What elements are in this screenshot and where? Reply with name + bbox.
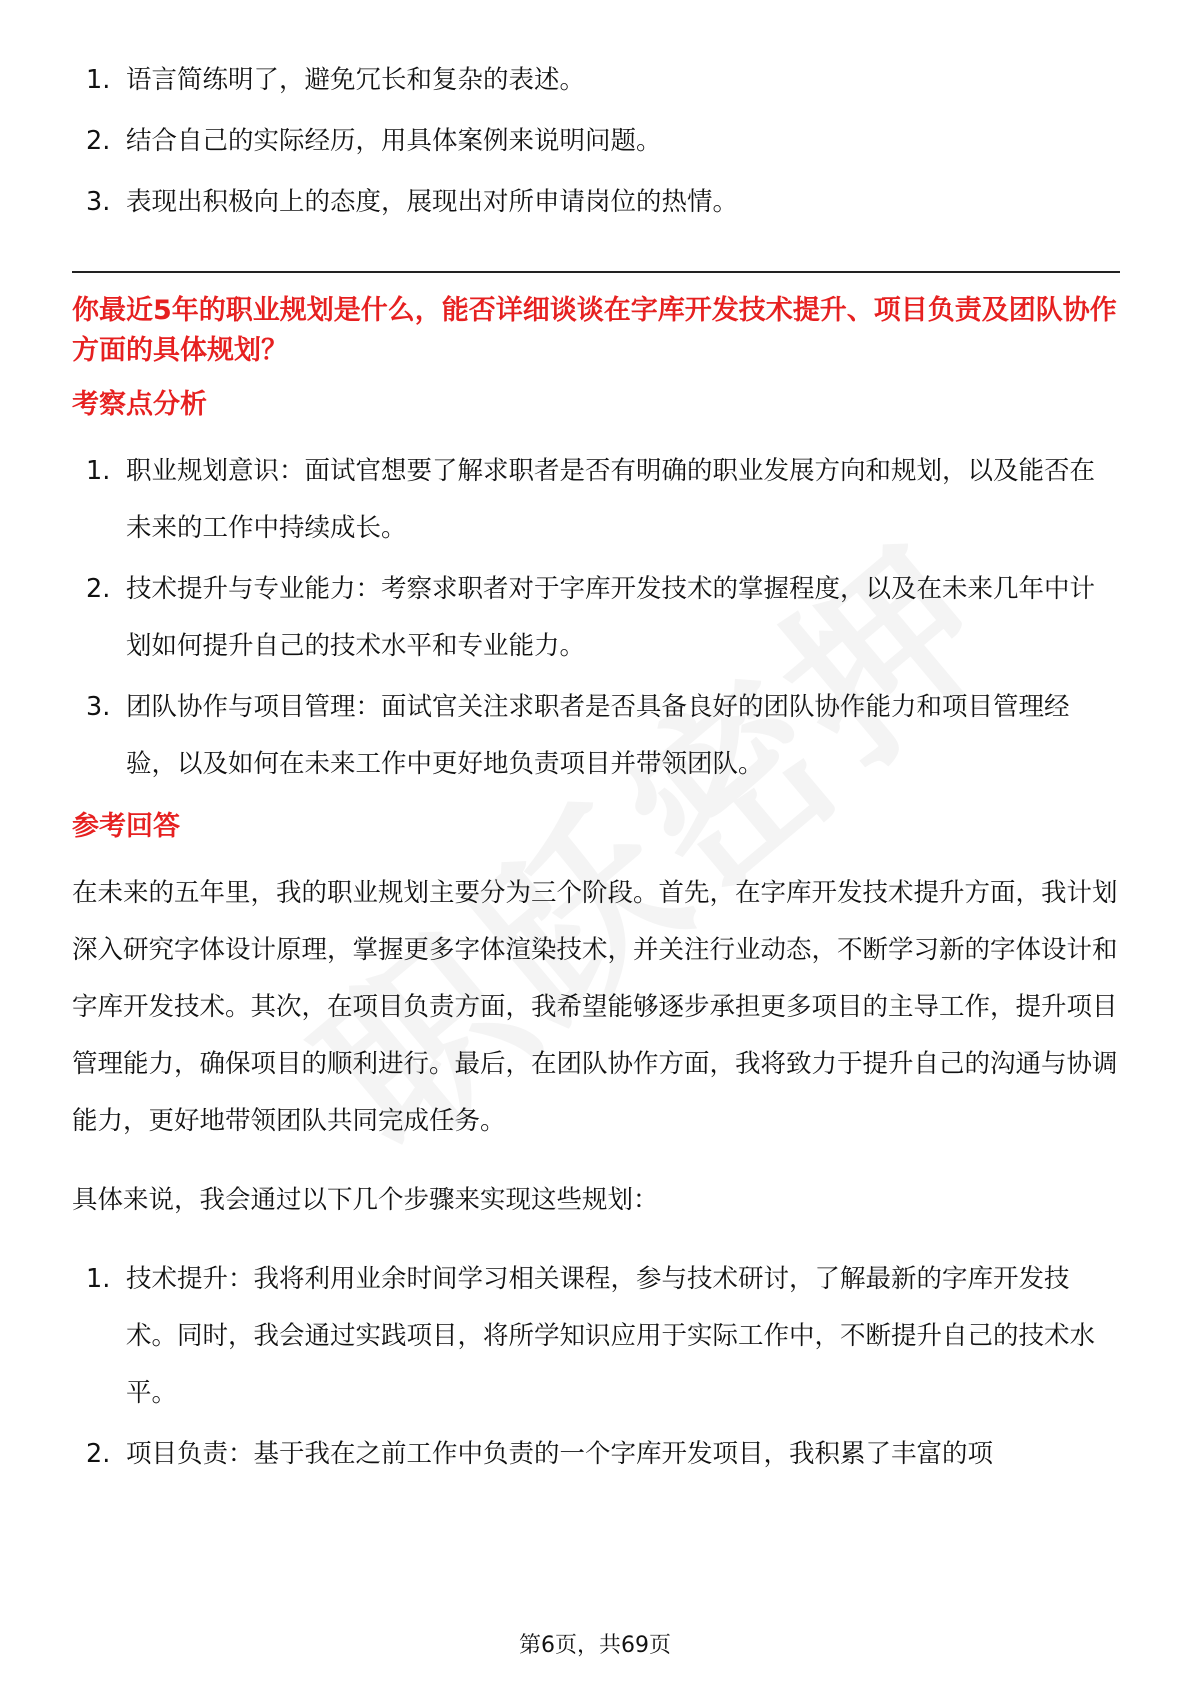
section-divider (72, 271, 1120, 273)
list-number: 3. (86, 187, 111, 217)
list-number: 1. (86, 65, 111, 95)
page-footer: 第6页，共69页 (519, 1633, 671, 1658)
list-item-text: 职业规划意识：面试官想要了解求职者是否有明确的职业发展方向和规划，以及能否在未来的工作中持续成长。 (126, 456, 1096, 543)
intro-list (72, 52, 1120, 231)
list-item (72, 1426, 1120, 1483)
list-item (72, 174, 1120, 231)
answer-heading: 参考回答 (72, 811, 180, 842)
analysis-list (72, 443, 1120, 793)
list-number: 2. (86, 1439, 111, 1469)
list-item-text: 技术提升与专业能力：考察求职者对于字库开发技术的掌握程度，以及在未来几年中计划如何提升自己的技术水平和专业能力。 (126, 574, 1096, 661)
list-item (72, 113, 1120, 170)
steps-list (72, 1251, 1120, 1483)
list-item (72, 679, 1120, 793)
list-number: 3. (86, 692, 111, 722)
list-item-text: 团队协作与项目管理：面试官关注求职者是否具备良好的团队协作能力和项目管理经验，以及如何在未来工作中更好地负责项目并带领团队。 (126, 692, 1070, 779)
interview-question: 你最近5年的职业规划是什么，能否详细谈谈在字库开发技术提升、项目负责及团队协作方面的具体规划？ (72, 295, 1117, 366)
list-number: 1. (86, 1264, 111, 1294)
answer-paragraph: 在未来的五年里，我的职业规划主要分为三个阶段。首先，在字库开发技术提升方面，我计划深入研究字体设计原理，掌握更多字体渲染技术，并关注行业动态，不断学习新的字体设计和字库开发技术。其次，在项目负责方面，我希望能够逐步承担更多项目的主导工作，提升项目管理能力，确保项目的顺利进行。最后，在团队协作方面，我将致力于提升自己的沟通与协调能力，更好地带领团队共同完成任务。 (72, 878, 1118, 1136)
list-number: 2. (86, 126, 111, 156)
list-item-text: 语言简练明了，避免冗长和复杂的表述。 (126, 65, 586, 95)
list-item (72, 561, 1120, 675)
list-item (72, 1251, 1120, 1422)
list-item-text: 结合自己的实际经历，用具体案例来说明问题。 (126, 126, 662, 156)
list-item-text: 项目负责：基于我在之前工作中负责的一个字库开发项目，我积累了丰富的项 (126, 1439, 994, 1469)
list-item-text: 表现出积极向上的态度，展现出对所申请岗位的热情。 (126, 187, 739, 217)
list-item (72, 52, 1120, 109)
page-content (72, 52, 1120, 1487)
analysis-heading: 考察点分析 (72, 389, 207, 420)
list-number: 1. (86, 456, 111, 486)
list-item (72, 443, 1120, 557)
answer-paragraph: 具体来说，我会通过以下几个步骤来实现这些规划： (72, 1185, 659, 1215)
list-number: 2. (86, 574, 111, 604)
list-item-text: 技术提升：我将利用业余时间学习相关课程，参与技术研讨，了解最新的字库开发技术。同时，我会通过实践项目，将所学知识应用于实际工作中，不断提升自己的技术水平。 (126, 1264, 1096, 1408)
